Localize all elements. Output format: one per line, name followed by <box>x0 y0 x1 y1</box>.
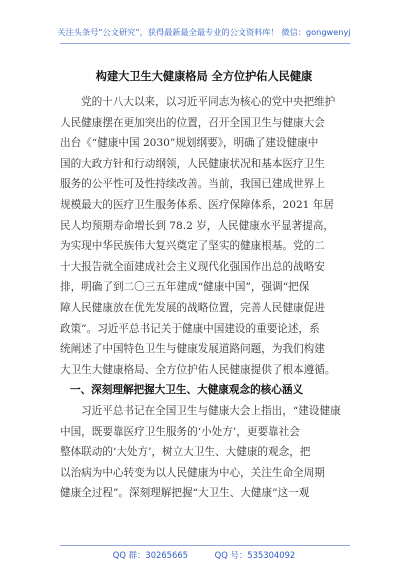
paragraph-line: 大卫生大健康格局、全方位护佑人民健康提供了根本遵循。 <box>60 363 336 376</box>
paragraph-line: 政策”。习近平总书记关于健康中国建设的重要论述，系 <box>60 322 320 335</box>
paragraph-line: 民人均预期寿命增长到 78.2 岁，人民健康水平显著提高， <box>60 219 334 232</box>
footer-divider <box>60 545 350 546</box>
document-body <box>60 92 350 504</box>
paragraph-line: 规模最大的医疗卫生服务体系、医疗保障体系，2021 年居 <box>60 198 334 211</box>
promo-header: 关注头条号“公文研究”，获得最新最全最专业的公文资料库！ 微信：gongwenyj <box>57 27 351 37</box>
document-title: 构建大卫生大健康格局 全方位护佑人民健康 <box>95 69 313 83</box>
paragraph-line: 障人民健康放在优先发展的战略位置，完善人民健康促进 <box>60 301 325 314</box>
qq-account-number: QQ 号：535304092 <box>214 550 296 560</box>
qq-group-number: QQ 群：30265665 <box>112 550 188 560</box>
section-heading: 一、深刻理解把握大卫生、大健康观念的核心涵义 <box>70 384 304 397</box>
paragraph-line: 党的十八大以来，以习近平同志为核心的党中央把维护 <box>81 96 336 108</box>
paragraph-line: 服务的公平性可及性持续改善。当前，我国已建成世界上 <box>60 178 325 191</box>
paragraph-line: 出台《“健康中国 2030”规划纲要》，明确了建设健康中 <box>60 137 319 150</box>
header-divider <box>60 43 350 44</box>
paragraph-line: 整体联动的‘大处方’，树立大卫生、大健康的观念，把 <box>60 446 311 459</box>
paragraph-line: 以治病为中心转变为以人民健康为中心，关注生命全周期 <box>60 466 325 479</box>
paragraph-line: 人民健康摆在更加突出的位置，召开全国卫生与健康大会 <box>60 116 325 129</box>
paragraph-line: 健康全过程”。深刻理解把握“大卫生、大健康”这一观 <box>60 487 310 500</box>
paragraph-line: 为实现中华民族伟大复兴奠定了坚实的健康根基。党的二 <box>60 240 325 253</box>
paragraph-line: 十大报告就全面建成社会主义现代化强国作出总的战略安 <box>60 260 325 273</box>
paragraph-line: 习近平总书记在全国卫生与健康大会上指出，“建设健康 <box>81 404 341 417</box>
contact-footer <box>0 549 408 561</box>
paragraph-line: 中国，既要靠医疗卫生服务的‘小处方’，更要靠社会 <box>60 425 300 438</box>
paragraph-line: 国的大政方针和行动纲领，人民健康状况和基本医疗卫生 <box>60 157 325 170</box>
paragraph-line: 排，明确了到二〇三五年建成“健康中国”，强调“把保 <box>60 281 310 294</box>
paragraph-line: 统阐述了中国特色卫生与健康发展道路问题，为我们构建 <box>60 343 325 356</box>
